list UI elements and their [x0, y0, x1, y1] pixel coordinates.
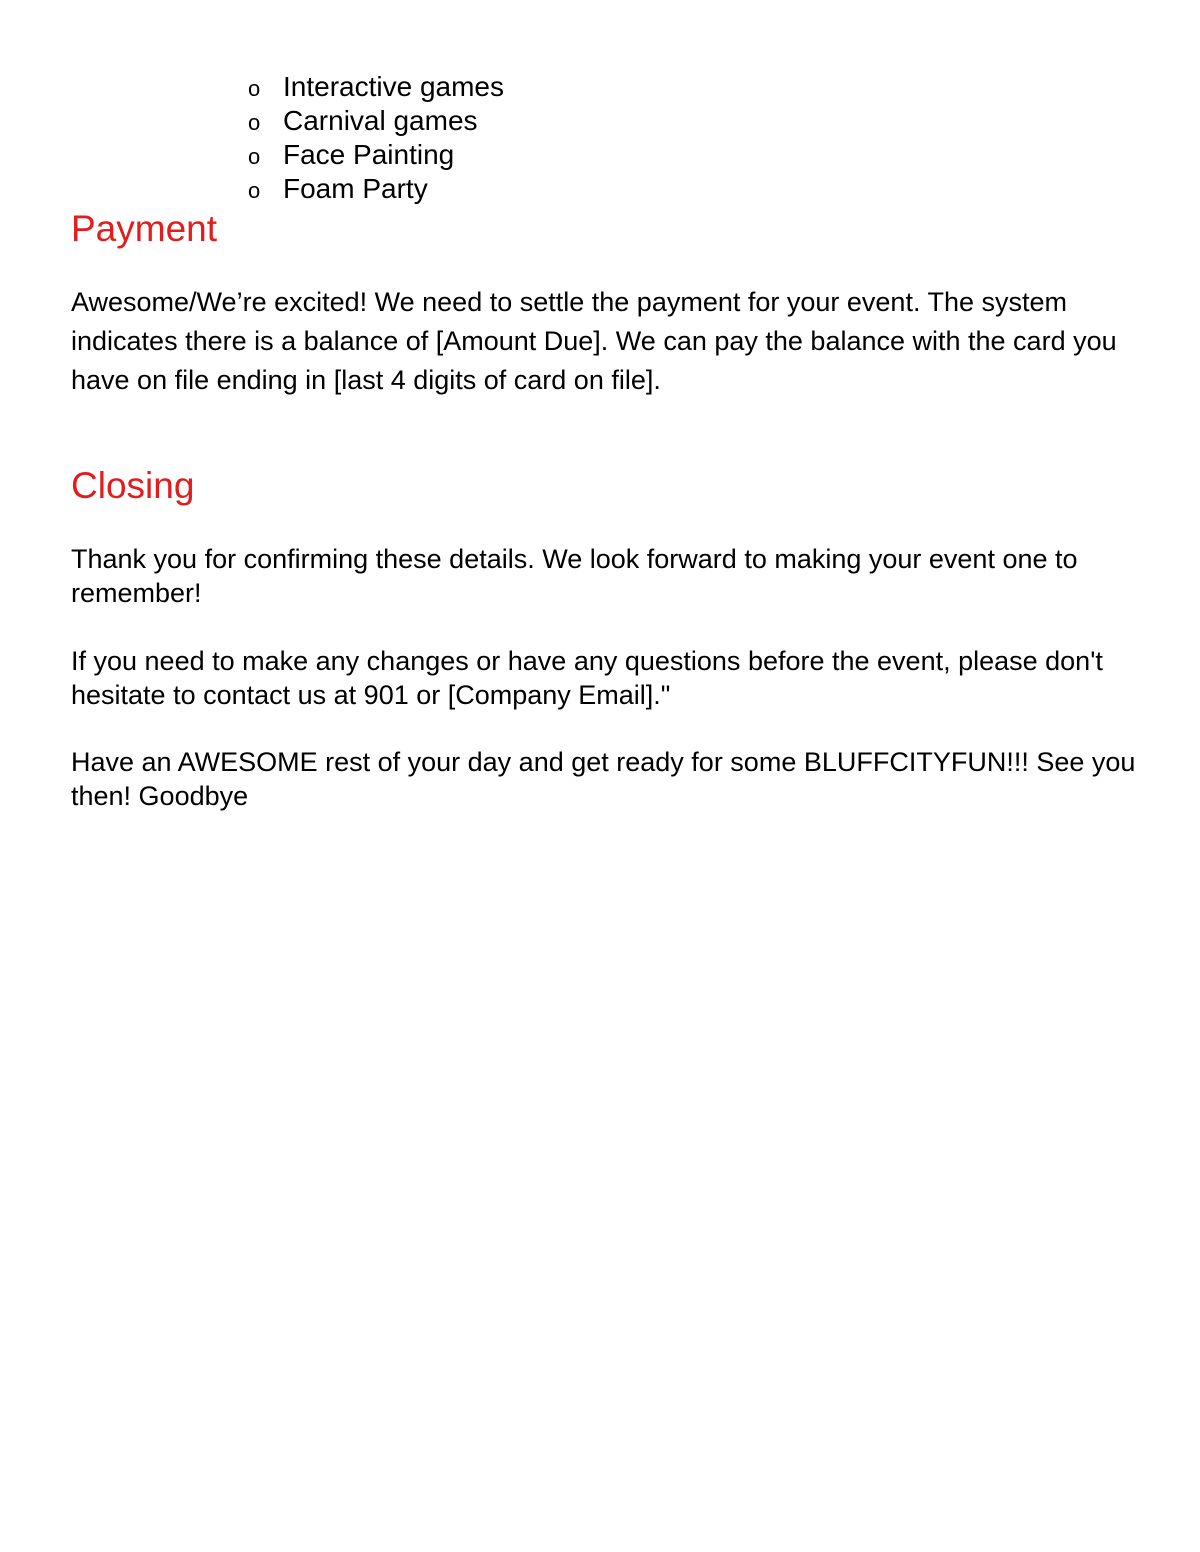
- closing-heading: Closing: [71, 465, 195, 506]
- payment-paragraph: Awesome/We’re excited! We need to settle the payment for your event. The system indicates there is a balance of [Amount Due]. We can pay the balance with the card you have on file ending in [last 4 digits of card on file].: [71, 287, 1117, 395]
- list-item: [248, 104, 504, 138]
- list-item-label: Foam Party: [283, 173, 428, 204]
- closing-paragraph-contact: If you need to make any changes or have any questions before the event, please don't hesitate to contact us at 901 or [Company Email].": [71, 646, 1103, 710]
- payment-heading: Payment: [71, 208, 218, 249]
- list-item: [248, 138, 504, 172]
- circle-bullet-icon: o: [248, 178, 261, 203]
- list-item: [248, 172, 504, 206]
- activity-list: [248, 70, 504, 206]
- circle-bullet-icon: o: [248, 110, 261, 135]
- list-item-label: Carnival games: [283, 105, 478, 136]
- circle-bullet-icon: o: [248, 76, 261, 101]
- list-item: [248, 70, 504, 104]
- list-item-label: Interactive games: [283, 71, 504, 102]
- closing-paragraph-thanks: Thank you for confirming these details. We look forward to making your event one to remember!: [71, 544, 1078, 608]
- closing-paragraph-goodbye: Have an AWESOME rest of your day and get ready for some BLUFFCITYFUN!!! See you then! Goodbye: [71, 747, 1136, 811]
- circle-bullet-icon: o: [248, 144, 261, 169]
- list-item-label: Face Painting: [283, 139, 455, 170]
